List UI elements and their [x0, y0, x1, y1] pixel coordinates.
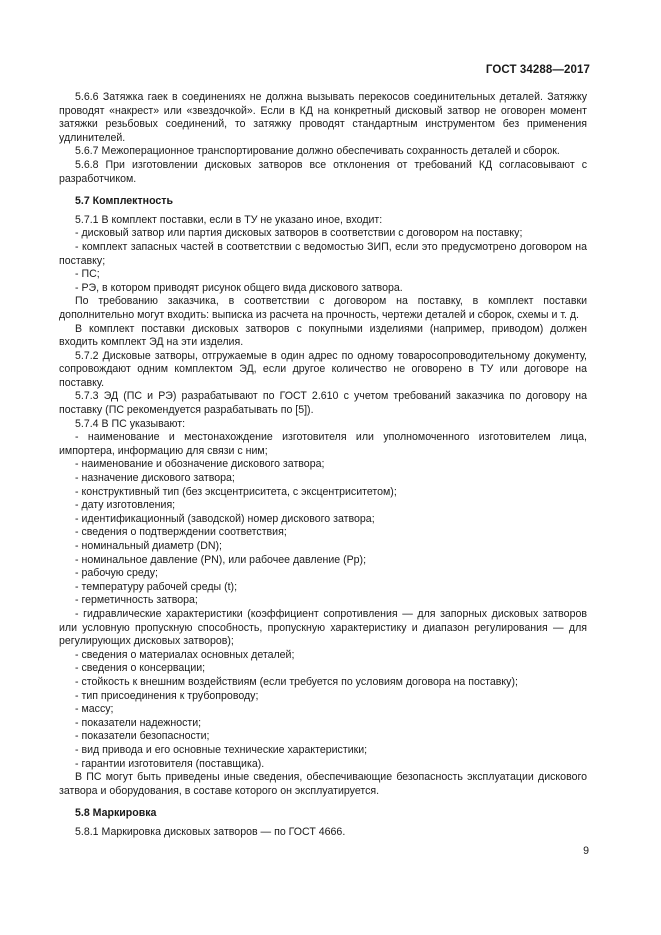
standard-designation: ГОСТ 34288—2017: [485, 64, 590, 76]
list-item: - массу;: [75, 703, 114, 716]
list-item: - рабочую среду;: [75, 567, 158, 580]
list-item: - температуру рабочей среды (t);: [75, 580, 238, 593]
list-item: - наименование и обозначение дискового затвора;: [75, 458, 325, 471]
list-item: - тип присоединения к трубопроводу;: [75, 689, 259, 702]
list-item: - сведения о консервации;: [75, 662, 206, 675]
list-item: - номинальный диаметр (DN);: [75, 540, 222, 552]
list-item: - номинальное давление (PN), или рабочее давление (Pр);: [75, 553, 367, 566]
page-number: 9: [583, 845, 589, 857]
list-item: - РЭ, в котором приводят рисунок общего вида дискового затвора.: [75, 281, 403, 294]
clause-5-7-4: 5.7.4 В ПС указывают:: [75, 417, 186, 430]
list-item: - стойкость к внешним воздействиям (если требуется по условиям договора на поставку);: [75, 675, 518, 688]
list-item: - комплект запасных частей в соответствии с ведомостью ЗИП, если это предусмотрено договором на поставку;: [59, 240, 587, 267]
clause-5-7-1: 5.7.1 В комплект поставки, если в ТУ не указано иное, входит:: [75, 213, 383, 226]
section-heading-5-7: 5.7 Комплектность: [75, 195, 173, 208]
list-item: - сведения о подтверждении соответствия;: [75, 526, 287, 539]
list-item: - дату изготовления;: [75, 499, 176, 512]
list-item: - наименование и местонахождение изготовителя или уполномоченного изготовителем лица, импортера, информацию для связи с ним;: [59, 431, 587, 457]
paragraph: По требованию заказчика, в соответствии с договором на поставку, в комплект поставки дополнительно могут входить: выписка из расчета на прочность, чертежи деталей и сборок, схемы и т. д.: [59, 295, 587, 321]
list-item: - сведения о материалах основных деталей;: [75, 648, 295, 661]
list-item: - герметичность затвора;: [75, 594, 198, 607]
list-item: - назначение дискового затвора;: [75, 472, 235, 485]
page-body: [59, 91, 587, 839]
clause-5-8-1: 5.8.1 Маркировка дисковых затворов — по ГОСТ 4666.: [75, 825, 346, 838]
clause-5-7-3: 5.7.3 ЭД (ПС и РЭ) разрабатывают по ГОСТ 2.610 с учетом требований заказчика по договору на поставку (ПС рекомендуется разрабатывать по [5]).: [59, 390, 587, 417]
list-item: - вид привода и его основные технические характеристики;: [75, 743, 368, 756]
list-item: - гарантии изготовителя (поставщика).: [75, 757, 265, 770]
list-item: - конструктивный тип (без эксцентриситета, с эксцентриситетом);: [75, 485, 397, 498]
clause-5-6-8: 5.6.8 При изготовлении дисковых затворов все отклонения от требований КД согласовывают с разработчиком.: [59, 158, 587, 185]
paragraph: В ПС могут быть приведены иные сведения, обеспечивающие безопасность эксплуатации дискового затвора и оборудования, в составе которого он эксплуатируется.: [59, 771, 587, 797]
list-item: - показатели надежности;: [75, 716, 202, 729]
clause-5-6-7: 5.6.7 Межоперационное транспортирование должно обеспечивать сохранность деталей и сборок.: [75, 145, 560, 158]
list-item: - идентификационный (заводской) номер дискового затвора;: [75, 512, 375, 525]
clause-5-7-2: 5.7.2 Дисковые затворы, отгружаемые в один адрес по одному товаросопроводительному документу, сопровождают одним комплектом ЭД, если другое количество не оговорено в ТУ или договоре на поставку.: [59, 349, 587, 389]
list-item: - гидравлические характеристики (коэффициент сопротивления — для запорных дисковых затворов или условную пропускную способность, пропускную характеристику и диапазон регулирования — для регулирующих дисковых затворов);: [59, 607, 587, 648]
list-item: - показатели безопасности;: [75, 730, 210, 743]
section-heading-5-8: 5.8 Маркировка: [75, 807, 157, 820]
list-item: - дисковый затвор или партия дисковых затворов в соответствии с договором на поставку;: [75, 227, 523, 240]
paragraph: В комплект поставки дисковых затворов с покупными изделиями (например, приводом) должен входить комплект ЭД на эти изделия.: [59, 322, 587, 349]
clause-5-6-6: 5.6.6 Затяжка гаек в соединениях не должна вызывать перекосов соединительных деталей. Затяжку проводят «накрест» или «звездочкой». Если в КД на конкретный дисковый затвор не оговорен момент затяжки резьбовых соединений, то затяжку проводят стандартным инструментом без применения удлинителей.: [59, 91, 587, 144]
list-item: - ПС;: [75, 268, 100, 281]
